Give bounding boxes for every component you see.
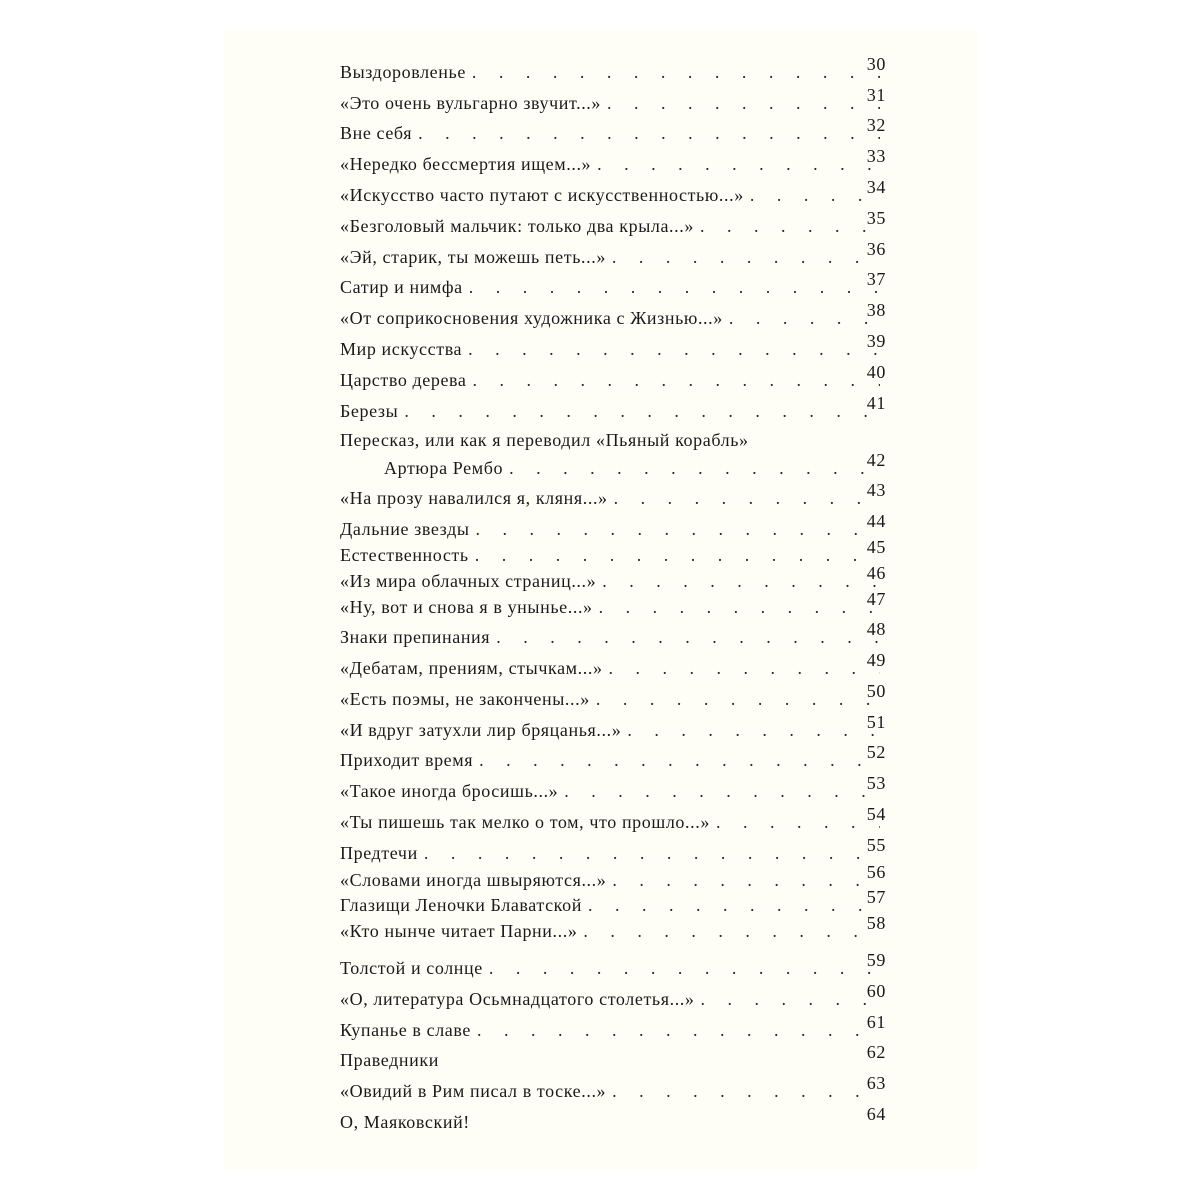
toc-entry-title: «От соприкосновения художника с Жизнью...» bbox=[340, 308, 723, 328]
dot-leader bbox=[609, 654, 880, 682]
toc-entry-title: Царство дерева bbox=[340, 370, 467, 390]
dot-leader bbox=[597, 150, 880, 178]
dot-leader bbox=[564, 777, 880, 805]
toc-entry bbox=[340, 712, 886, 744]
toc-entry-page: 33 bbox=[866, 146, 886, 166]
toc-entry-page: 59 bbox=[866, 950, 886, 970]
dot-leader bbox=[404, 397, 880, 425]
toc-entry-page: 51 bbox=[866, 712, 886, 732]
toc-entry-page: 32 bbox=[866, 115, 886, 135]
toc-entry bbox=[340, 54, 886, 86]
toc-entry bbox=[340, 393, 886, 425]
toc-entry-title: Мир искусства bbox=[340, 339, 463, 359]
toc-entry bbox=[340, 887, 886, 919]
toc-entry-page: 60 bbox=[866, 981, 886, 1001]
toc-entry-page: 34 bbox=[866, 177, 886, 197]
toc-entry-title: Толстой и солнце bbox=[340, 958, 483, 978]
toc-entry bbox=[340, 480, 886, 512]
toc-entry bbox=[340, 742, 886, 774]
toc-entry-title: «И вдруг затухли лир бряцанья...» bbox=[340, 720, 622, 740]
toc-entry-title: Купанье в славе bbox=[340, 1020, 471, 1040]
toc-entry bbox=[340, 115, 886, 147]
toc-entry bbox=[340, 650, 886, 682]
toc-entry-page: 57 bbox=[866, 887, 886, 907]
toc-entry-page: 38 bbox=[866, 300, 886, 320]
toc-entry bbox=[340, 426, 886, 454]
toc-entry bbox=[340, 1042, 886, 1074]
toc-entry-title: «Есть поэмы, не закончены...» bbox=[340, 689, 590, 709]
toc-entry bbox=[340, 681, 886, 713]
toc-entry-title: О, Маяковский! bbox=[340, 1112, 470, 1132]
dot-leader bbox=[599, 593, 880, 621]
toc-entry-title: Вне себя bbox=[340, 123, 413, 143]
toc-entry-title: Дальние звезды bbox=[340, 519, 470, 539]
toc-entry-page: 41 bbox=[866, 393, 886, 413]
toc-entry bbox=[340, 239, 886, 271]
toc-entry-page: 52 bbox=[866, 742, 886, 762]
toc-entry bbox=[340, 981, 886, 1013]
toc-entry bbox=[340, 862, 886, 894]
toc-entry bbox=[340, 773, 886, 805]
toc-entry-title: Артюра Рембо bbox=[384, 458, 504, 478]
toc-entry bbox=[340, 619, 886, 651]
toc-entry-page: 31 bbox=[866, 85, 886, 105]
dot-leader bbox=[473, 366, 880, 394]
toc-entry bbox=[340, 804, 886, 836]
toc-entry-page: 49 bbox=[866, 650, 886, 670]
toc-entry bbox=[340, 362, 886, 394]
toc-entry bbox=[340, 913, 886, 945]
toc-entry-page: 48 bbox=[866, 619, 886, 639]
toc-entry bbox=[340, 269, 886, 301]
toc-entry-page: 53 bbox=[866, 773, 886, 793]
toc-entry-page: 62 bbox=[866, 1042, 886, 1062]
toc-entry bbox=[340, 85, 886, 117]
toc-entry-title: «Ты пишешь так мелко о том, что прошло...» bbox=[340, 812, 710, 832]
dot-leader bbox=[489, 954, 880, 982]
toc-entry-title: «Овидий в Рим писал в тоске...» bbox=[340, 1081, 607, 1101]
toc-entry-page: 45 bbox=[866, 537, 886, 557]
dot-leader bbox=[479, 746, 880, 774]
toc-entry-page: 58 bbox=[866, 913, 886, 933]
toc-entry-title: «Безголовый мальчик: только два крыла...» bbox=[340, 216, 694, 236]
dot-leader bbox=[476, 515, 880, 543]
toc-entry-page: 64 bbox=[866, 1104, 886, 1124]
toc-entry-page: 63 bbox=[866, 1073, 886, 1093]
toc-entry-page: 35 bbox=[866, 208, 886, 228]
toc-entry-title: Глазищи Леночки Блаватской bbox=[340, 895, 582, 915]
toc-entry bbox=[340, 1012, 886, 1044]
toc-entry-title: Выздоровленье bbox=[340, 62, 466, 82]
toc-entry-title: «Дебатам, прениям, стычкам...» bbox=[340, 658, 603, 678]
dot-leader bbox=[612, 866, 880, 894]
toc-entry bbox=[340, 300, 886, 332]
toc-entry-title: «О, литература Осьмнадцатого столетья...» bbox=[340, 989, 695, 1009]
toc-entry bbox=[340, 1104, 886, 1136]
dot-leader bbox=[424, 839, 880, 867]
table-of-contents bbox=[340, 0, 900, 1200]
toc-entry-title: Знаки препинания bbox=[340, 627, 491, 647]
toc-entry-title: Приходит время bbox=[340, 750, 474, 770]
toc-entry-page: 47 bbox=[866, 589, 886, 609]
toc-entry-page: 54 bbox=[866, 804, 886, 824]
toc-entry-title: Березы bbox=[340, 401, 399, 421]
dot-leader bbox=[614, 484, 880, 512]
dot-leader bbox=[607, 89, 880, 117]
dot-leader bbox=[472, 58, 880, 86]
dot-leader bbox=[477, 1016, 880, 1044]
dot-leader bbox=[583, 917, 880, 945]
dot-leader bbox=[418, 119, 880, 147]
toc-entry bbox=[340, 146, 886, 178]
toc-entry-title: Сатир и нимфа bbox=[340, 277, 463, 297]
dot-leader bbox=[468, 335, 880, 363]
toc-entry bbox=[340, 177, 886, 209]
toc-entry bbox=[340, 537, 886, 569]
toc-entry bbox=[340, 208, 886, 240]
toc-entry bbox=[340, 835, 886, 867]
toc-entry bbox=[340, 511, 886, 543]
toc-entry-page: 44 bbox=[866, 511, 886, 531]
toc-entry-title: «Эй, старик, ты можешь петь...» bbox=[340, 247, 606, 267]
dot-leader bbox=[588, 891, 880, 919]
toc-entry-title: «Это очень вульгарно звучит...» bbox=[340, 93, 602, 113]
toc-entry-page: 39 bbox=[866, 331, 886, 351]
toc-entry-title: «Ну, вот и снова я в унынье...» bbox=[340, 597, 593, 617]
toc-entry bbox=[340, 1073, 886, 1105]
toc-entry-title: Предтечи bbox=[340, 843, 418, 863]
dot-leader bbox=[612, 243, 880, 271]
toc-entry bbox=[340, 450, 886, 482]
dot-leader bbox=[469, 273, 880, 301]
toc-entry-page: 46 bbox=[866, 563, 886, 583]
toc-entry-title: Естественность bbox=[340, 545, 469, 565]
toc-entry-page: 61 bbox=[866, 1012, 886, 1032]
dot-leader bbox=[612, 1077, 880, 1105]
toc-entry-title: «Искусство часто путают с искусственностью...» bbox=[340, 185, 744, 205]
toc-entry-title: «На прозу навалился я, кляня...» bbox=[340, 488, 608, 508]
toc-entry-page: 30 bbox=[866, 54, 886, 74]
dot-leader bbox=[496, 623, 880, 651]
toc-entry-page: 43 bbox=[866, 480, 886, 500]
dot-leader bbox=[596, 685, 880, 713]
toc-entry bbox=[340, 563, 886, 595]
toc-entry-page: 50 bbox=[866, 681, 886, 701]
toc-entry bbox=[340, 589, 886, 621]
toc-entry-title: Праведники bbox=[340, 1050, 439, 1070]
toc-entry bbox=[340, 331, 886, 363]
toc-entry-page: 36 bbox=[866, 239, 886, 259]
toc-entry-title: «Нередко бессмертия ищем...» bbox=[340, 154, 592, 174]
toc-entry-title: «Такое иногда бросишь...» bbox=[340, 781, 559, 801]
dot-leader bbox=[509, 454, 880, 482]
toc-entry-page: 37 bbox=[866, 269, 886, 289]
toc-entry-title: «Из мира облачных страниц...» bbox=[340, 571, 597, 591]
toc-entry-title: Пересказ, или как я переводил «Пьяный корабль» bbox=[340, 430, 749, 450]
toc-entry-title: «Словами иногда швыряются...» bbox=[340, 870, 607, 890]
dot-leader bbox=[627, 716, 880, 744]
toc-entry-page: 56 bbox=[866, 862, 886, 882]
toc-entry bbox=[340, 950, 886, 982]
toc-entry-page: 42 bbox=[866, 450, 886, 470]
dot-leader bbox=[602, 567, 880, 595]
toc-entry-page: 40 bbox=[866, 362, 886, 382]
dot-leader bbox=[475, 541, 880, 569]
toc-entry-page: 55 bbox=[866, 835, 886, 855]
toc-entry-title: «Кто нынче читает Парни...» bbox=[340, 921, 578, 941]
